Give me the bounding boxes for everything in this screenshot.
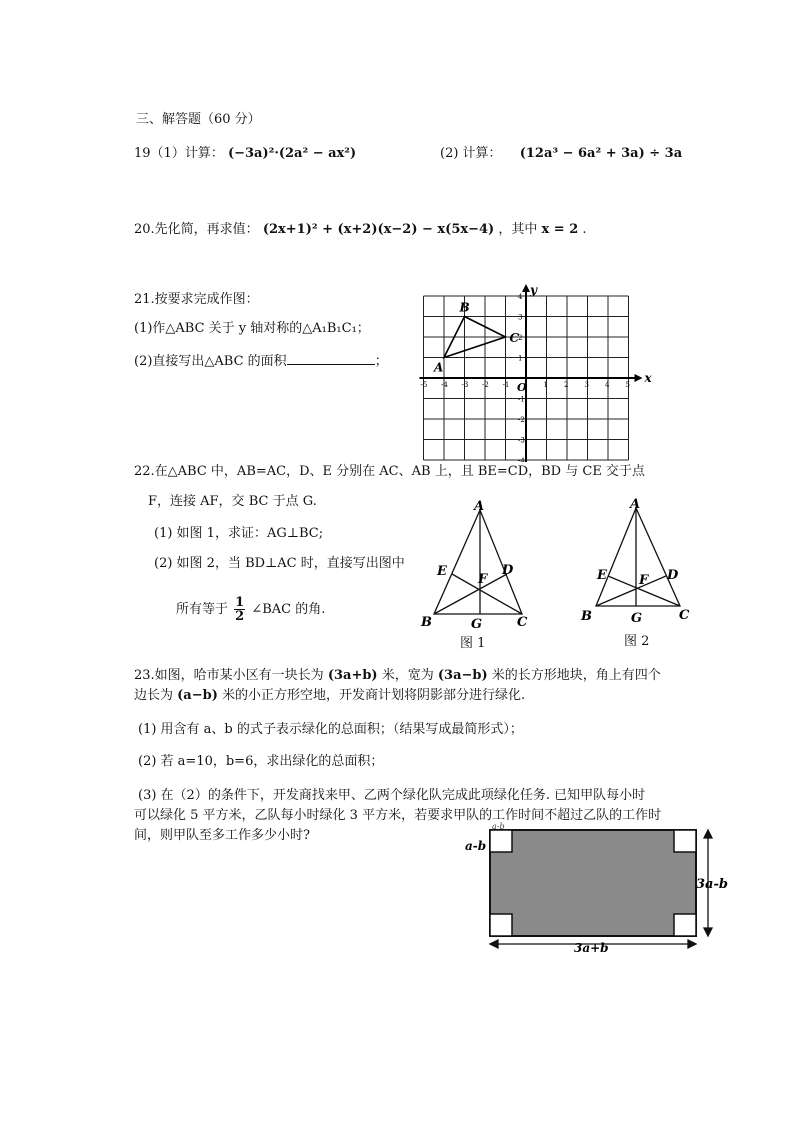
q23-line1-pre: 23.如图，哈市某小区有一块长为 (134, 668, 324, 683)
green-area (490, 830, 696, 936)
q23-width-expr: (3a−b) (437, 668, 488, 683)
q20-expr: (2x+1)² + (x+2)(x−2) − x(5x−4) (262, 222, 495, 237)
height-label: 3a-b (696, 877, 728, 892)
q22-figure-1 (416, 496, 536, 636)
fig1-caption: 图 1 (460, 636, 486, 651)
fig1-label-f: F (478, 572, 488, 587)
point-label-a: A (434, 360, 444, 375)
q23-line2 (134, 688, 525, 704)
y-tick-label: -4 (518, 457, 525, 462)
q20-text-pre: 20.先化简，再求值： (134, 222, 259, 237)
q22-line2: F，连接 AF，交 BC 于点 G. (148, 494, 317, 509)
fig1-label-e: E (437, 564, 447, 579)
x-tick-label: 1 (543, 381, 548, 389)
q19-part2-label: (2) 计算： (440, 146, 502, 161)
q21-answer-blank[interactable] (287, 352, 375, 365)
frac-numerator: 1 (235, 595, 245, 610)
q19-part2 (440, 146, 682, 162)
fig2-label-d: D (667, 568, 679, 583)
q23-part3-line1: (3) 在（2）的条件下，开发商找来甲、乙两个绿化队完成此项绿化任务. 已知甲队每小时 (138, 788, 646, 803)
x-axis-label: x (644, 371, 652, 385)
x-tick-label: 5 (625, 381, 630, 389)
q23-line1 (134, 668, 661, 684)
y-tick-label: 1 (518, 354, 523, 363)
q22-part2b-end: ∠BAC 的角. (251, 602, 326, 617)
corner-square-tr (674, 830, 696, 852)
q21-part2-end: ； (374, 354, 388, 369)
fig1-label-c: C (517, 615, 528, 630)
y-tick-label: 4 (518, 293, 523, 301)
q22-part2: (2) 如图 2，当 BD⊥AC 时，直接写出图中 (154, 556, 405, 571)
origin-label: O (517, 381, 527, 394)
x-tick-label: 4 (605, 381, 610, 389)
q22-line1: 22.在△ABC 中，AB=AC，D、E 分别在 AC、AB 上，且 BE=CD，BD 与 CE 交于点 (134, 464, 645, 479)
fig2-label-g: G (631, 611, 643, 624)
x-tick-label: -2 (482, 381, 489, 389)
x-axis-arrow (635, 374, 643, 382)
x-tick-label: -5 (420, 381, 428, 389)
q23-side-expr: (a−b) (177, 688, 218, 703)
q23-line1-mid: 米，宽为 (381, 668, 434, 683)
x-tick-label: -1 (502, 381, 510, 389)
fig2-label-c: C (679, 608, 690, 623)
q19-part2-expr: (12a³ − 6a² + 3a) ÷ 3a (519, 146, 683, 161)
width-label: 3a+b (574, 941, 609, 954)
x-tick-label: 3 (584, 381, 589, 389)
y-tick-label: -3 (518, 436, 525, 445)
x-tick-label: -4 (441, 381, 448, 389)
grid-axes (420, 283, 653, 462)
fig1-label-b: B (421, 615, 432, 630)
q23-line1-end: 米的长方形地块，角上有四个 (491, 668, 661, 683)
fig2-label-b: B (581, 609, 592, 624)
q19-part1-label: 19（1）计算： (134, 146, 224, 161)
coordinate-grid (418, 282, 658, 462)
fig2-label-f: F (639, 573, 649, 588)
top-side-label: a-b (492, 822, 505, 831)
q21-part2 (134, 352, 388, 370)
x-tick-label: -3 (461, 381, 469, 389)
y-tick-label: -1 (518, 395, 525, 404)
fig2-label-e: E (597, 568, 607, 583)
q19-part1-expr: (−3a)²·(2a² − ax²) (227, 146, 357, 161)
q23-figure (462, 822, 732, 954)
fig1-label-a: A (474, 499, 485, 514)
q23-part3-line2: 可以绿化 5 平方米，乙队每小时绿化 3 平方米，若要求甲队的工作时间不超过乙队的工作时 (134, 808, 662, 823)
q21-part2-text: (2)直接写出△ABC 的面积 (134, 354, 287, 369)
fig2-label-a: A (630, 497, 641, 512)
q23-part1: (1) 用含有 a、b 的式子表示绿化的总面积；（结果写成最简形式）； (138, 722, 523, 737)
q23-line2-pre: 边长为 (134, 688, 174, 703)
fig1-label-d: D (502, 563, 514, 578)
y-axis-arrow (522, 284, 530, 292)
q23-part3-line3: 间，则甲队至多工作多少小时? (134, 828, 310, 843)
q20-text-mid: ，其中 (498, 222, 538, 237)
corner-side-label: a-b (465, 839, 487, 853)
fig1-label-g: G (471, 617, 483, 632)
corner-square-tl (490, 830, 512, 852)
section-title: 三、解答题（60 分） (136, 112, 261, 127)
q22-figure-2 (576, 494, 700, 624)
y-tick-label: 3 (518, 313, 523, 322)
corner-square-bl (490, 914, 512, 936)
q19-part1 (134, 146, 356, 162)
q23-line2-end: 米的小正方形空地，开发商计划将阴影部分进行绿化. (222, 688, 526, 703)
corner-square-br (674, 914, 696, 936)
q20-cond: x = 2 (541, 222, 579, 237)
half-fraction (234, 596, 245, 623)
q23-part2: (2) 若 a=10，b=6，求出绿化的总面积； (138, 754, 384, 769)
y-tick-label: -2 (518, 416, 525, 424)
q23-length-expr: (3a+b) (327, 668, 378, 683)
q22-part2b (176, 596, 325, 623)
q20-text-end: . (582, 222, 587, 237)
fig2-caption: 图 2 (624, 634, 650, 649)
x-tick-label: 2 (564, 381, 569, 389)
q22-part2b-pre: 所有等于 (176, 602, 229, 617)
q20-question (134, 222, 587, 238)
q22-part1: (1) 如图 1，求证：AG⊥BC; (154, 526, 324, 541)
point-label-c: C (509, 331, 520, 345)
frac-denominator: 2 (235, 609, 245, 624)
y-axis-label: y (530, 283, 537, 297)
point-label-b: B (459, 300, 470, 315)
q21-title: 21.按要求完成作图： (134, 292, 259, 307)
y-tick-label: 2 (518, 334, 523, 342)
q21-part1: (1)作△ABC 关于 y 轴对称的△A₁B₁C₁； (134, 321, 370, 336)
